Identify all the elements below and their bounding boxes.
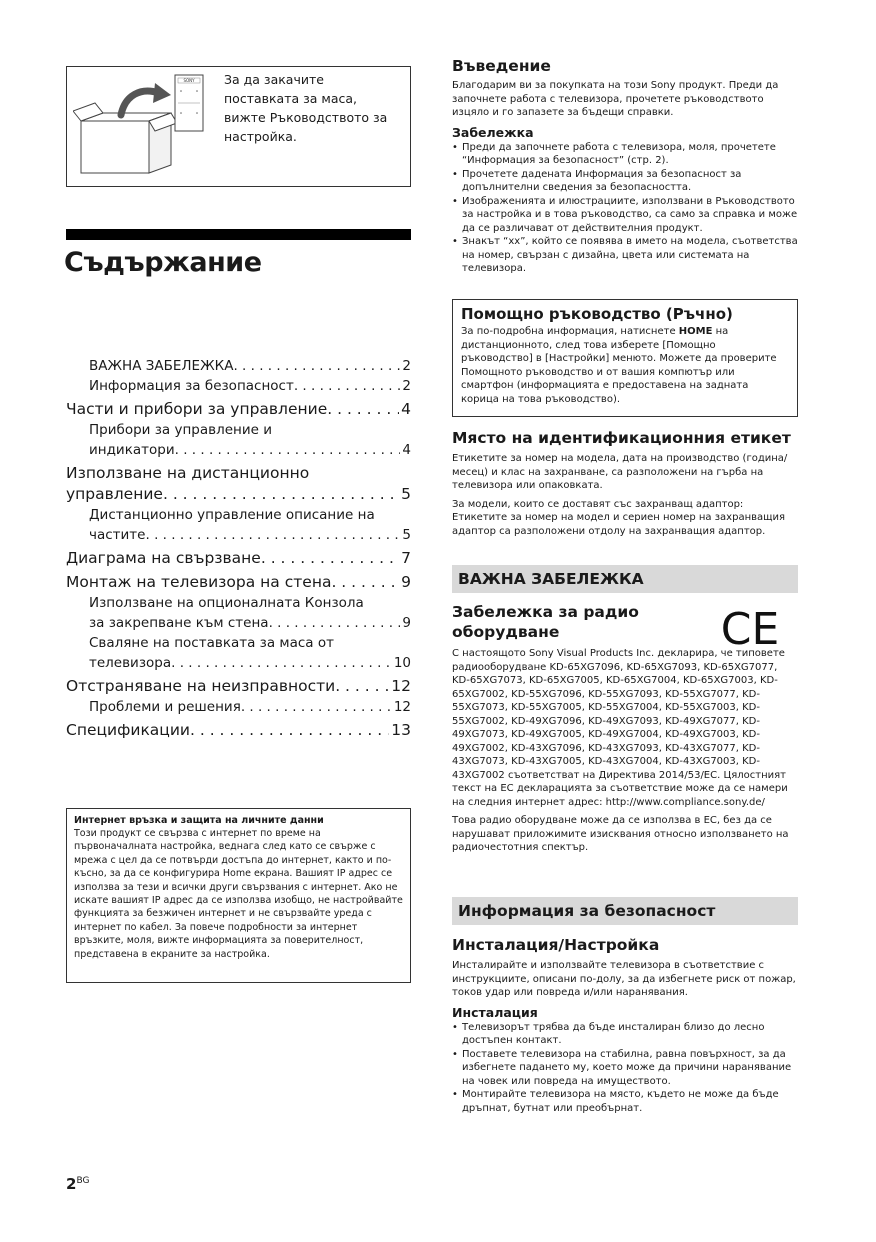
installation-section <box>452 935 798 1115</box>
important-notice-heading: ВАЖНА ЗАБЕЛЕЖКА <box>452 565 798 593</box>
language-code: BG <box>76 1176 90 1186</box>
note-list <box>452 141 798 276</box>
id-label-paragraph: За модели, които се доставят със захранващ адаптор: Етикетите за номер на модел и сериен номер на захранващия адаптор са разположени отдолу на захранващия адаптор. <box>452 498 786 537</box>
help-guide-box <box>452 299 798 417</box>
toc-entry[interactable]: Части и прибори за управление . . . 4 <box>66 399 411 420</box>
list-item: • Преди да започнете работа с телевизора, моля, прочетете “Информация за безопасност” (стр. 2). <box>452 141 798 168</box>
toc-entry[interactable]: Диаграма на свързване . . . 7 <box>66 548 411 569</box>
toc-entry[interactable]: Дистанционно управление описание на частите . . . 5 <box>66 505 411 545</box>
installation-list <box>452 1021 798 1116</box>
list-item: • Прочетете дадената Информация за безопасност за допълнителни сведения за безопасността. <box>452 168 798 195</box>
note-title: Забележка <box>452 124 534 140</box>
toc-entry[interactable]: Използване на опционалната Конзола за закрепване към стена . . . 9 <box>66 593 411 633</box>
toc-entry[interactable]: Монтаж на телевизора на стена . . . 9 <box>66 572 411 593</box>
tv-box-illustration <box>73 73 225 177</box>
help-guide-title: Помощно ръководство (Ръчно) <box>461 305 733 323</box>
toc-entry[interactable]: Спецификации . . . 13 <box>66 720 411 741</box>
stand-note-box <box>66 66 411 187</box>
list-item: • Изображенията и илюстрациите, използвани в Ръководството за настройка и в това ръководство, са само за справка и може да се различават от действителния продукт. <box>452 195 798 236</box>
page-number: $2^{BG}$ <box>66 1175 90 1193</box>
toc-entry[interactable]: Прибори за управление и индикатори . . . 4 <box>66 420 411 460</box>
toc-entry[interactable]: Отстраняване на неизправности . . . 12 <box>66 676 411 697</box>
list-item: • Монтирайте телевизора на място, където не може да бъде дръпнат, бутнат или преобърнат. <box>452 1088 798 1115</box>
internet-privacy-box <box>66 808 411 983</box>
toc-entry[interactable]: Информация за безопасност . . . 2 <box>66 376 411 396</box>
contents-title: Съдържание <box>64 247 262 278</box>
installation-title: Инсталация/Настройка <box>452 936 660 954</box>
toc-entry[interactable]: Сваляне на поставката за маса от телевизора . . . 10 <box>66 633 411 673</box>
id-label-section <box>452 428 798 538</box>
svg-text:CE: CE <box>721 606 779 648</box>
contents-rule <box>66 229 411 240</box>
internet-privacy-body: Този продукт се свързва с интернет по време на първоначалната настройка, веднага след като се свърже с мрежа с цел да се потвърди достъпа до интернет, както и по-късно, за да се конфигурира Home екрана. Вашият IP адрес се използва за тези и всички други свързвания с интернет. Ако не искате вашият IP адрес да се използва изобщо, не настройвайте функцията за безжичен интернет и не свързвайте уреда с интернет по кабел. За повече подробности за интернет връзките, моля, вижте информацията за поверителност, представена в екраните за настройка. <box>74 828 403 960</box>
toc-entry[interactable]: Проблеми и решения . . . 12 <box>66 697 411 717</box>
ce-mark-icon <box>721 606 779 648</box>
radio-spectrum-text: Това радио оборудване може да се използва в ЕС, без да се нарушават приложимите изисквания относно използването на радиочестотния спектър. <box>452 815 789 853</box>
toc-entry[interactable]: ВАЖНА ЗАБЕЛЕЖКА . . . 2 <box>66 356 411 376</box>
introduction-title: Въведение <box>452 57 551 75</box>
internet-privacy-title: Интернет връзка и защита на личните данни <box>74 815 324 826</box>
list-item: • Поставете телевизора на стабилна, равна повърхност, за да избегнете падането му, което може да причини наранявание на човек или повреда на имуществото. <box>452 1048 798 1089</box>
toc-entry[interactable]: Използване на дистанционно управление . . . 5 <box>66 463 411 505</box>
introduction-section <box>452 56 798 276</box>
id-label-paragraph: Етикетите за номер на модела, дата на производство (година/месец) и клас на захранване, са разположени на гърба на телевизора или опаковката. <box>452 453 788 491</box>
safety-info-heading: Информация за безопасност <box>452 897 798 925</box>
radio-equipment-title: Забележка за радио оборудване <box>452 603 639 641</box>
svg-text:SONY: SONY <box>183 78 195 84</box>
id-label-title: Място на идентификационния етикет <box>452 429 791 447</box>
installation-subtitle: Инсталация <box>452 1004 538 1020</box>
installation-body: Инсталирайте и използвайте телевизора в съответствие с инструкциите, описани по-долу, за да избегнете риск от пожар, токов удар или повреда и/или наранявания. <box>452 960 796 998</box>
list-item: • Знакът “xx”, който се появява в името на модела, съответства на номер, свързан с дизайна, цвета или системата на телевизора. <box>452 235 798 276</box>
radio-declaration-text: С настоящото Sony Visual Products Inc. декларира, че типовете радиооборудване KD-65XG7096, KD-65XG7093, KD-65XG7077, KD-65XG7073, KD-65XG7005, KD-65XG7004, KD-65XG7003, KD-65XG7002, KD-55XG7096, KD-55XG7093, KD-55XG7077, KD-55XG7073, KD-55XG7005, KD-55XG7004, KD-55XG7003, KD-55XG7002, KD-49XG7096, KD-49XG7093, KD-49XG7077, KD-49XG7073, KD-49XG7005, KD-49XG7004, KD-49XG7003, KD-49XG7002, KD-43XG7096, KD-43XG7093, KD-43XG7077, KD-43XG7073, KD-43XG7005, KD-43XG7004, KD-43XG7003, KD-43XG7002 съответстват на Директива 2014/53/ЕС. Цялостният текст на ЕС декларацията за съответствие може да се намери на следния интернет адрес: http://www.compliance.sony.de/ <box>452 648 788 808</box>
introduction-body: Благодарим ви за покупката на този Sony продукт. Преди да започнете работа с телевизора, прочетете ръководството изцяло и го запазете за бъдещи справки. <box>452 80 779 118</box>
home-key-label: HOME <box>678 326 713 337</box>
stand-note-text: За да закачите поставката за маса, вижте Ръководството за настройка. <box>224 72 388 144</box>
list-item: • Телевизорът трябва да бъде инсталиран близо до лесно достъпен контакт. <box>452 1021 798 1048</box>
help-guide-body: За по-подробна информация, натиснете HOME на дистанционното, след това изберете [Помощно ръководство] в [Настройки] менюто. Можете да проверите Помощното ръководство и от вашия компютър или смартфон (информацията е предоставена на задната корица на това ръководство). <box>461 326 777 405</box>
table-of-contents <box>66 356 411 741</box>
